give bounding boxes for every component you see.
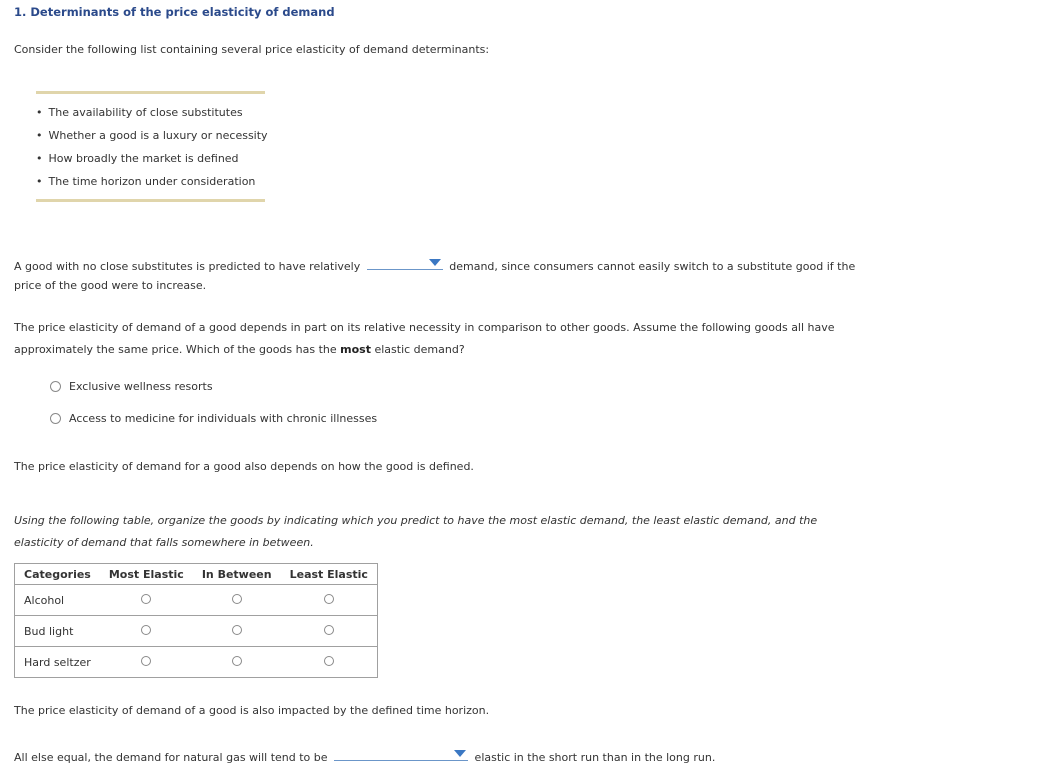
table-row [15, 616, 378, 647]
q2-option-label: Access to medicine for individuals with chronic illnesses [69, 412, 378, 425]
page-title: 1. Determinants of the price elasticity of demand [14, 5, 335, 19]
q2-line1: The price elasticity of demand of a good depends in part on its relative necessity in comparison to other goods. Assume the following goods all have [14, 321, 835, 334]
q4-line [14, 747, 715, 764]
elasticity-table [14, 563, 378, 678]
radio-cell[interactable] [193, 647, 281, 678]
row-label: Alcohol [15, 585, 100, 616]
radio-cell[interactable] [281, 616, 378, 647]
radio-button[interactable] [232, 594, 242, 604]
radio-button[interactable] [324, 625, 334, 635]
q4-text-after: elastic in the short run than in the long run. [474, 751, 716, 764]
column-header: Categories [15, 564, 100, 585]
q1-line2: price of the good were to increase. [14, 279, 207, 292]
radio-button[interactable] [232, 625, 242, 635]
column-header: Least Elastic [281, 564, 378, 585]
q1-text-after: demand, since consumers cannot easily switch to a substitute good if the [449, 260, 856, 273]
radio-cell[interactable] [281, 647, 378, 678]
row-label: Hard seltzer [15, 647, 100, 678]
q4-intro: The price elasticity of demand of a good is also impacted by the defined time horizon. [14, 704, 490, 717]
q1-line1 [14, 256, 855, 273]
radio-button[interactable] [141, 656, 151, 666]
determinants-list [36, 91, 268, 202]
list-item: • The availability of close substitutes [36, 106, 268, 129]
radio-cell[interactable] [193, 585, 281, 616]
radio-cell[interactable] [281, 585, 378, 616]
radio-cell[interactable] [100, 616, 193, 647]
radio-button[interactable] [50, 381, 61, 392]
q3-instructions-line1 [14, 514, 817, 527]
table-row [15, 647, 378, 678]
table-row [15, 585, 378, 616]
radio-button[interactable] [141, 594, 151, 604]
q2-option-label: Exclusive wellness resorts [69, 380, 213, 393]
radio-cell[interactable] [193, 616, 281, 647]
radio-button[interactable] [232, 656, 242, 666]
radio-button[interactable] [50, 413, 61, 424]
table-header-row [15, 564, 378, 585]
radio-cell[interactable] [100, 647, 193, 678]
chevron-down-icon [454, 750, 466, 757]
q1-text-before: A good with no close substitutes is predicted to have relatively [14, 260, 361, 273]
q1-dropdown[interactable] [367, 256, 443, 270]
list-item: • How broadly the market is defined [36, 152, 268, 175]
q2-line2 [14, 343, 465, 356]
q3-instructions-text: elasticity of demand that falls somewhere in between. [14, 536, 314, 549]
column-header: Most Elastic [100, 564, 193, 585]
chevron-down-icon [429, 259, 441, 266]
q3-intro: The price elasticity of demand for a good also depends on how the good is defined. [14, 460, 474, 473]
q4-dropdown[interactable] [334, 747, 468, 761]
radio-button[interactable] [324, 656, 334, 666]
q3-instructions-text: Using the following table, organize the goods by indicating which you predict to have the most elastic demand, the least elastic demand, and the [14, 514, 818, 527]
radio-button[interactable] [141, 625, 151, 635]
row-label: Bud light [15, 616, 100, 647]
list-item: • Whether a good is a luxury or necessity [36, 129, 268, 152]
intro-text: Consider the following list containing several price elasticity of demand determinants: [14, 43, 490, 56]
q2-text-before: approximately the same price. Which of the goods has the [14, 343, 337, 356]
radio-button[interactable] [324, 594, 334, 604]
q4-text-before: All else equal, the demand for natural gas will tend to be [14, 751, 328, 764]
radio-cell[interactable] [100, 585, 193, 616]
column-header: In Between [193, 564, 281, 585]
q3-instructions-line2 [14, 536, 314, 549]
list-item: • The time horizon under consideration [36, 175, 268, 198]
q2-emphasis: most [340, 343, 371, 356]
q2-text-after: elastic demand? [374, 343, 465, 356]
